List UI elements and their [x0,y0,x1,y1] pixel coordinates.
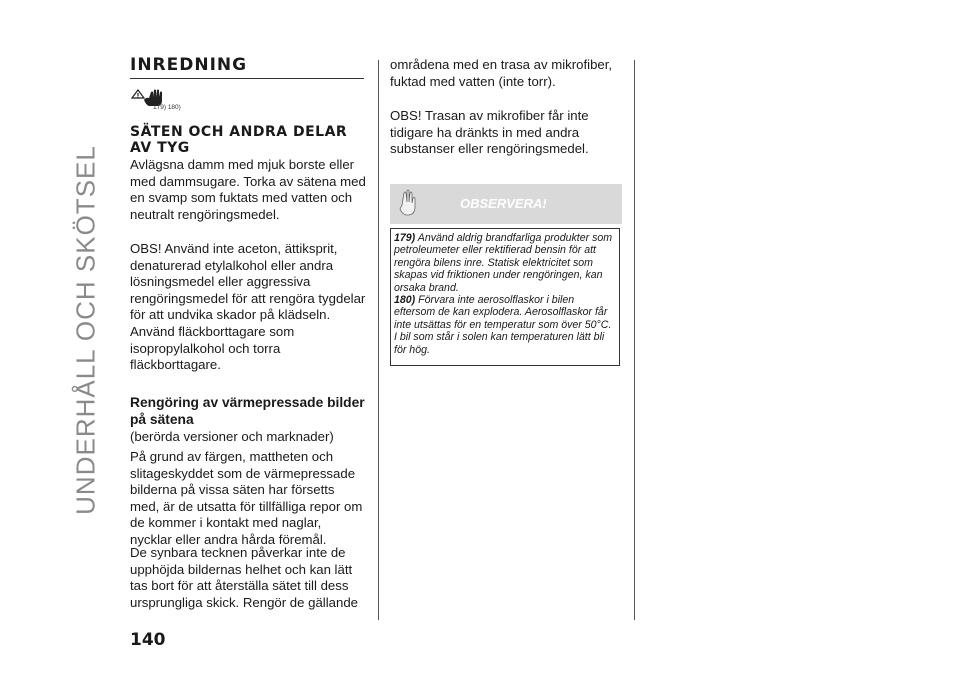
warning-item-179 [394,232,616,294]
column-divider-left [378,60,379,620]
column-divider-right [634,60,635,620]
paragraph-visible-marks: De synbara tecknen påverkar inte de upphöjda bildernas helhet och kan lätt tas bort för att återställa sätet till dess ursprungliga skick. Rengör de gällande [130,545,358,610]
paragraph-intro: Avlägsna damm med mjuk borste eller med dammsugare. Torka av sätena med en svamp som fuktats med vatten och neutralt rengöringsmedel. [130,157,366,222]
hand-warning-icon [130,84,190,116]
paragraph-microfiber: områdena med en trasa av mikrofiber, fuktad med vatten (inte torr). [390,57,613,89]
symbol-references: 179) 180) [153,104,181,111]
warning-hand-icon [398,189,418,219]
paragraph-obs-solvents: OBS! Använd inte aceton, ättiksprit, denaturerad etylalkohol eller andra lösningsmedel eller aggressiva rengöringsmedel för att rengöra tygdelar för att undvika skador på klädseln. Använd fläckborttagare som isopropylalkohol och torra fläckborttagare. [130,241,366,373]
section-heading: SÄTEN OCH ANDRA DELAR AV TYG [130,124,348,156]
chapter-side-title: UNDERHÅLL OCH SKÖTSEL [70,145,101,515]
paragraph-versions: (berörda versioner och marknader) [130,429,334,444]
observera-banner [390,184,622,224]
warning-text: Förvara inte aerosolflaskor i bilen eftersom de kan explodera. Aerosolflaskor får inte utsättas för en temperatur som över 50°C. I bil som står i solen kan temperaturen lätt bli för hög. [394,294,612,356]
page-number: 140 [130,630,166,650]
warning-number: 180) [394,294,416,307]
observera-title: OBSERVERA! [460,196,547,211]
warning-number: 179) [394,232,416,244]
paragraph-scratches: På grund av färgen, mattheten och slitageskyddet som de värmepressade bilderna på vissa säten har försetts med, är de utsatta för tillfälliga repor om de kommer i kontakt med naglar, nycklar eller andra hårda föremål. [130,449,363,547]
subheading-heat-pressed: Rengöring av värmepressade bilder på sätena [130,395,365,427]
paragraph-obs-microfiber: OBS! Trasan av mikrofiber får inte tidigare ha dränkts in med andra substanser eller rengöringsmedel. [390,108,589,157]
section-title: INREDNING [130,56,364,79]
warning-item-180 [394,294,616,356]
warning-text: Använd aldrig brandfarliga produkter som petroleumeter eller rektifierad bensin för att rengöra bilens inre. Statisk elektricitet som skapas vid friktionen under rengöringen, kan orsaka brand. [394,232,613,294]
observera-warnings [390,228,620,366]
